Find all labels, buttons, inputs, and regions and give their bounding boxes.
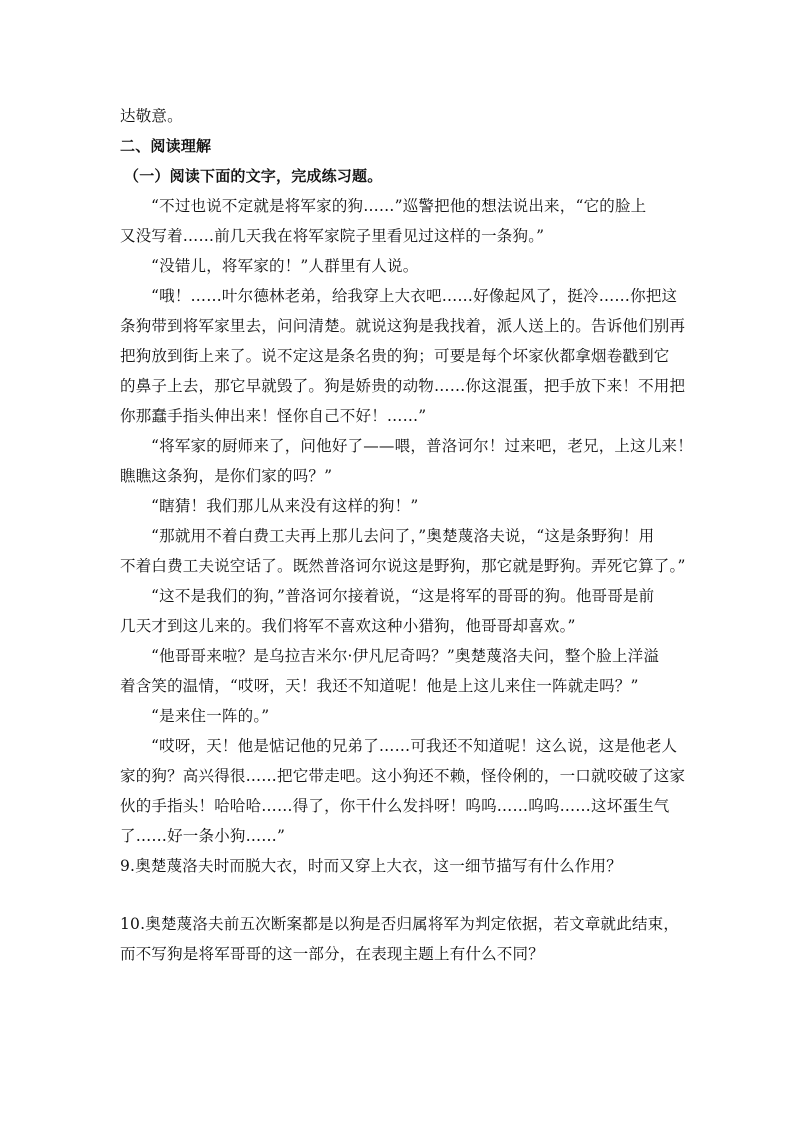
paragraph-line: “将军家的厨师来了，问他好了——喂，普洛诃尔！过来吧，老兄，上这儿来！: [151, 437, 693, 455]
paragraph-line: “这不是我们的狗，”普洛诃尔接着说，“这是将军的哥哥的狗。他哥哥是前: [151, 587, 655, 605]
paragraph-line: “没错儿，将军家的！”人群里有人说。: [151, 257, 419, 275]
paragraph-line: 家的狗？高兴得很……把它带走吧。这小狗还不赖，怪伶俐的，一口就咬破了这家: [120, 767, 686, 785]
paragraph-line: “是来住一阵的。”: [151, 707, 270, 725]
text-line: 达敬意。: [120, 107, 183, 125]
paragraph-line: 了……好一条小狗……”: [120, 827, 286, 845]
section-heading: 二、阅读理解: [120, 137, 212, 155]
subsection-heading: （一）阅读下面的文字，完成练习题。: [124, 167, 383, 185]
paragraph-line: “他哥哥来啦？是乌拉吉米尔·伊凡尼奇吗？”奥楚蔑洛夫问，整个脸上洋溢: [151, 647, 660, 665]
question-10: 10.奥楚蔑洛夫前五次断案都是以狗是否归属将军为判定依据，若文章就此结束，: [120, 915, 680, 933]
paragraph-line: “不过也说不定就是将军家的狗……”巡警把他的想法说出来，“它的脸上: [151, 197, 647, 215]
paragraph-line: 着含笑的温情，“哎呀，天！我还不知道呢！他是上这儿来住一阵就走吗？”: [120, 677, 639, 695]
paragraph-line: 你那蠢手指头伸出来！怪你自己不好！……”: [120, 407, 427, 425]
paragraph-line: “哦！……叶尔德林老弟，给我穿上大衣吧……好像起风了，挺冷……你把这: [151, 287, 678, 305]
paragraph-line: “哎呀，天！他是惦记他的兄弟了……可我还不知道呢！这么说，这是他老人: [151, 737, 678, 755]
paragraph-line: “瞎猜！我们那儿从来没有这样的狗！”: [151, 497, 419, 515]
paragraph-line: 不着白费工夫说空话了。既然普洛诃尔说这是野狗，那它就是野狗。弄死它算了。”: [120, 557, 686, 575]
paragraph-line: 瞧瞧这条狗，是你们家的吗？”: [120, 467, 333, 485]
paragraph-line: 的鼻子上去，那它早就毁了。狗是娇贵的动物……你这混蛋，把手放下来！不用把: [120, 377, 686, 395]
question-10-continued: 而不写狗是将军哥哥的这一部分，在表现主题上有什么不同？: [120, 945, 544, 963]
question-9: 9.奥楚蔑洛夫时而脱大衣，时而又穿上大衣，这一细节描写有什么作用？: [120, 857, 622, 875]
paragraph-line: 条狗带到将军家里去，问问清楚。就说这狗是我找着，派人送上的。告诉他们别再: [120, 317, 686, 335]
paragraph-line: 又没写着……前几天我在将军家院子里看见过这样的一条狗。”: [120, 227, 545, 245]
paragraph-line: 几天才到这儿来的。我们将军不喜欢这种小猎狗，他哥哥却喜欢。”: [120, 617, 576, 635]
paragraph-line: 伙的手指头！哈哈哈……得了，你干什么发抖呀！呜呜……呜呜……这坏蛋生气: [120, 797, 670, 815]
document-body: [120, 101, 693, 969]
paragraph-line: 把狗放到街上来了。说不定这是条名贵的狗；可要是每个坏家伙都拿烟卷戳到它: [120, 347, 670, 365]
paragraph-line: “那就用不着白费工夫再上那儿去问了，”奥楚蔑洛夫说，“这是条野狗！用: [151, 527, 655, 545]
answer-space: [120, 881, 675, 909]
